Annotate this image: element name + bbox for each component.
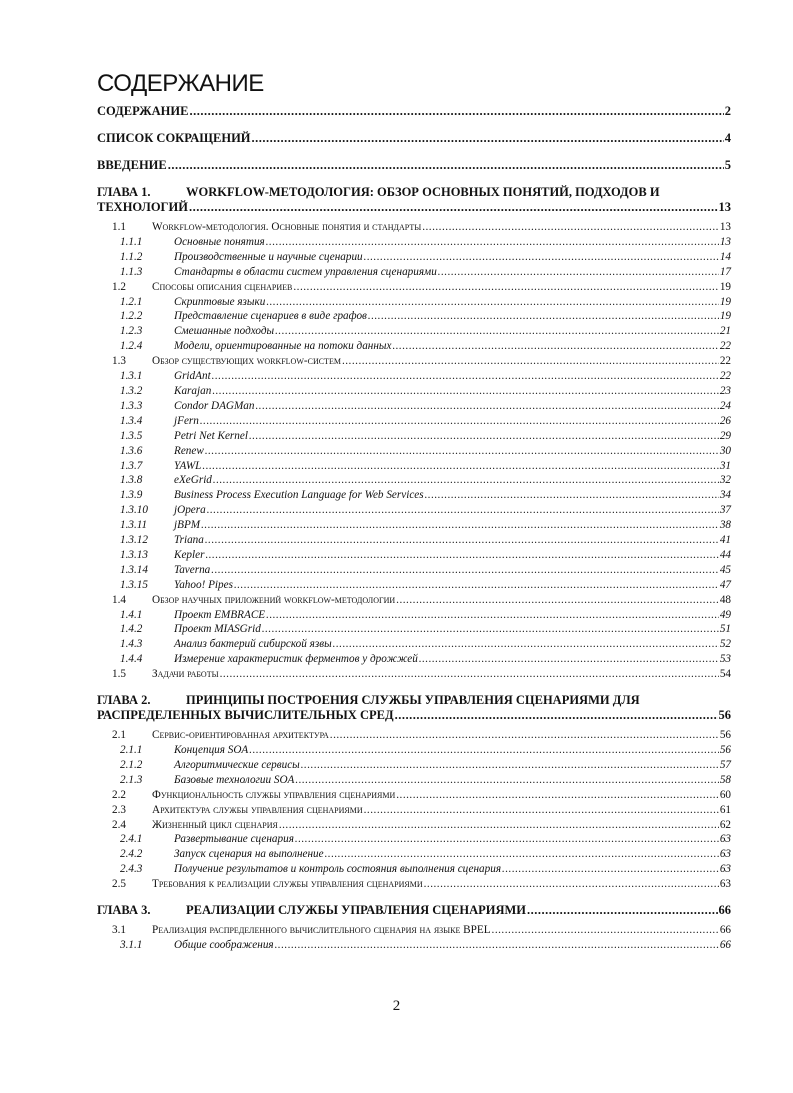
toc-entry-number: 1.4.4 bbox=[120, 653, 143, 666]
dot-leader bbox=[207, 503, 719, 518]
toc-page-number: 24 bbox=[719, 399, 731, 412]
toc-entry-number: 1.4.3 bbox=[120, 638, 143, 651]
toc-entry-title: Стандарты в области систем управления сценариями bbox=[174, 265, 437, 278]
toc-entry-number: 2.2 bbox=[112, 788, 126, 801]
toc-subsection[interactable] bbox=[97, 518, 731, 533]
toc-page-number: 66 bbox=[719, 924, 731, 937]
toc-subsection[interactable] bbox=[97, 488, 731, 503]
toc-entry-title: Обзор научных приложений workflow-методологии bbox=[152, 593, 396, 606]
chapter-heading-line bbox=[97, 693, 731, 708]
dot-leader bbox=[234, 578, 719, 593]
toc-page-number: 54 bbox=[719, 668, 731, 681]
toc-entry-title: Business Process Execution Language for Web Services bbox=[174, 489, 424, 502]
toc-entry-number: 1.1.1 bbox=[120, 235, 143, 248]
toc-page-number: 30 bbox=[719, 444, 731, 457]
dot-leader bbox=[301, 758, 719, 773]
toc-entry-title: СОДЕРЖАНИЕ bbox=[97, 104, 189, 118]
toc-page-number: 66 bbox=[718, 903, 731, 918]
toc-entry-title: Смешанные подходы bbox=[174, 325, 275, 338]
dot-leader bbox=[342, 354, 719, 369]
toc-entry-top[interactable] bbox=[97, 158, 731, 173]
toc-subsection[interactable] bbox=[97, 622, 731, 637]
dot-leader bbox=[205, 444, 719, 459]
toc-entry-number: 1.3.9 bbox=[120, 489, 143, 502]
toc-page-number: 63 bbox=[719, 863, 731, 876]
dot-leader bbox=[212, 384, 719, 399]
toc-entry-number: 1.2.2 bbox=[120, 310, 143, 323]
toc-page-number: 37 bbox=[719, 504, 731, 517]
chapter-heading-line[interactable] bbox=[97, 903, 731, 918]
toc-subsection[interactable] bbox=[97, 414, 731, 429]
toc-entry-number: 1.3.11 bbox=[120, 519, 148, 532]
dot-leader bbox=[262, 622, 719, 637]
dot-leader bbox=[438, 265, 719, 280]
toc-entry-number: 1.3 bbox=[112, 355, 126, 368]
toc-section[interactable] bbox=[97, 354, 731, 369]
toc-entry-title: Представление сценариев в виде графов bbox=[174, 310, 367, 323]
toc-page-number: 38 bbox=[719, 519, 731, 532]
toc-entry-title: Taverna bbox=[174, 563, 211, 576]
toc-page-number: 14 bbox=[719, 250, 731, 263]
chapter-heading-line[interactable] bbox=[97, 200, 731, 215]
toc-section[interactable] bbox=[97, 667, 731, 682]
dot-leader bbox=[252, 131, 724, 146]
toc-page-number: 13 bbox=[719, 235, 731, 248]
toc-page-number: 29 bbox=[719, 429, 731, 442]
toc-subsection[interactable] bbox=[97, 758, 731, 773]
dot-leader bbox=[330, 728, 719, 743]
dot-leader bbox=[205, 533, 719, 548]
toc-entry-number: 1.2 bbox=[112, 280, 126, 293]
dot-leader bbox=[333, 637, 719, 652]
dot-leader bbox=[527, 903, 718, 918]
dot-leader bbox=[392, 339, 718, 354]
toc-entry-number: 1.3.6 bbox=[120, 444, 143, 457]
toc-entry-number: 1.3.8 bbox=[120, 474, 143, 487]
toc-entry-title: Обзор существующих workflow-систем bbox=[152, 355, 341, 368]
page-number: 2 bbox=[392, 998, 401, 1014]
dot-leader bbox=[266, 295, 718, 310]
dot-leader bbox=[189, 104, 723, 119]
dot-leader bbox=[325, 847, 719, 862]
dot-leader bbox=[212, 369, 719, 384]
toc-entry-title: Реализация распределенного вычислительного сценария на языке BPEL bbox=[152, 924, 491, 937]
toc-entry-title: Алгоритмические сервисы bbox=[174, 758, 300, 771]
toc-entry-title: Запуск сценария на выполнение bbox=[174, 848, 324, 861]
toc-page-number: 47 bbox=[719, 578, 731, 591]
dot-leader bbox=[364, 803, 719, 818]
toc-subsection[interactable] bbox=[97, 429, 731, 444]
toc-subsection[interactable] bbox=[97, 369, 731, 384]
toc-entry-number: 2.3 bbox=[112, 803, 126, 816]
dot-leader bbox=[266, 235, 719, 250]
toc-entry-number: 2.4 bbox=[112, 818, 126, 831]
toc-subsection[interactable] bbox=[97, 533, 731, 548]
dot-leader bbox=[220, 667, 719, 682]
toc-page-number: 23 bbox=[719, 384, 731, 397]
toc-page-number: 44 bbox=[719, 548, 731, 561]
toc-section[interactable] bbox=[97, 818, 731, 833]
dot-leader bbox=[502, 862, 719, 877]
dot-leader bbox=[492, 923, 719, 938]
toc-entry-title: Petri Net Kernel bbox=[174, 429, 248, 442]
dot-leader bbox=[295, 832, 719, 847]
toc-subsection[interactable] bbox=[97, 444, 731, 459]
chapter-heading[interactable] bbox=[97, 185, 731, 215]
toc-page-number: 53 bbox=[719, 653, 731, 666]
table-of-contents bbox=[97, 104, 731, 953]
toc-entry-title: jFern bbox=[174, 414, 199, 427]
toc-section[interactable] bbox=[97, 280, 731, 295]
toc-entry-title: jOpera bbox=[174, 504, 206, 517]
dot-leader bbox=[364, 250, 719, 265]
toc-entry-number: 1.3.15 bbox=[120, 578, 148, 591]
dot-leader bbox=[422, 220, 719, 235]
toc-subsection[interactable] bbox=[97, 652, 731, 667]
toc-subsection[interactable] bbox=[97, 250, 731, 265]
toc-subsection[interactable] bbox=[97, 295, 731, 310]
dot-leader bbox=[249, 743, 719, 758]
toc-subsection[interactable] bbox=[97, 324, 731, 339]
toc-subsection[interactable] bbox=[97, 938, 731, 953]
toc-page-number: 34 bbox=[719, 489, 731, 502]
toc-subsection[interactable] bbox=[97, 503, 731, 518]
dot-leader bbox=[200, 414, 719, 429]
dot-leader bbox=[249, 429, 719, 444]
dot-leader bbox=[368, 309, 719, 324]
toc-entry-number: 1.2.1 bbox=[120, 295, 143, 308]
toc-entry-number: 2.4.3 bbox=[120, 863, 143, 876]
toc-page-number: 51 bbox=[719, 623, 731, 636]
toc-page-number: 31 bbox=[719, 459, 731, 472]
toc-entry-title: Renew bbox=[174, 444, 204, 457]
chapter-number: ГЛАВА 1. bbox=[97, 185, 151, 199]
toc-entry-title: СПИСОК СОКРАЩЕНИЙ bbox=[97, 131, 251, 145]
toc-entry-number: 2.1 bbox=[112, 729, 126, 742]
toc-entry-title: РАСПРЕДЕЛЕННЫХ ВЫЧИСЛИТЕЛЬНЫХ СРЕД bbox=[97, 708, 394, 723]
toc-subsection[interactable] bbox=[97, 265, 731, 280]
toc-section[interactable] bbox=[97, 728, 731, 743]
toc-entry-number: 1.3.10 bbox=[120, 504, 148, 517]
toc-entry-title: Архитектура службы управления сценариями bbox=[152, 803, 363, 816]
toc-subsection[interactable] bbox=[97, 578, 731, 593]
dot-leader bbox=[168, 158, 724, 173]
toc-entry-number: 1.2.3 bbox=[120, 325, 143, 338]
toc-section[interactable] bbox=[97, 877, 731, 892]
toc-page-number: 2 bbox=[724, 104, 731, 118]
toc-entry-title: Анализ бактерий сибирской язвы bbox=[174, 638, 332, 651]
chapter-number: ГЛАВА 2. bbox=[97, 693, 151, 708]
dot-leader bbox=[202, 459, 718, 474]
toc-entry-title: GridAnt bbox=[174, 370, 211, 383]
dot-leader bbox=[293, 280, 718, 295]
toc-entry-number: 2.5 bbox=[112, 878, 126, 891]
toc-entry-top[interactable] bbox=[97, 104, 731, 119]
toc-page-number: 22 bbox=[719, 370, 731, 383]
toc-subsection[interactable] bbox=[97, 384, 731, 399]
toc-section[interactable] bbox=[97, 803, 731, 818]
toc-entry-number: 1.4.1 bbox=[120, 608, 143, 621]
dot-leader bbox=[275, 324, 719, 339]
toc-entry-number: 1.3.1 bbox=[120, 370, 143, 383]
toc-subsection[interactable] bbox=[97, 235, 731, 250]
toc-entry-number: 3.1.1 bbox=[120, 938, 143, 951]
toc-entry-title: YAWL bbox=[174, 459, 202, 472]
toc-page-number: 13 bbox=[718, 200, 731, 214]
dot-leader bbox=[295, 773, 718, 788]
toc-page-number: 61 bbox=[719, 803, 731, 816]
toc-subsection[interactable] bbox=[97, 548, 731, 563]
toc-entry-number: 2.1.3 bbox=[120, 773, 143, 786]
dot-leader bbox=[205, 548, 718, 563]
toc-entry-title: Проект EMBRACE bbox=[174, 608, 266, 621]
dot-leader bbox=[396, 593, 719, 608]
dot-leader bbox=[213, 473, 719, 488]
toc-subsection[interactable] bbox=[97, 339, 731, 354]
toc-entry-title: Получение результатов и контроль состояния выполнения сценария bbox=[174, 863, 502, 876]
toc-page-number: 62 bbox=[719, 818, 731, 831]
toc-entry-title: eXeGrid bbox=[174, 474, 212, 487]
toc-entry-number: 1.1 bbox=[112, 221, 126, 233]
dot-leader bbox=[211, 563, 719, 578]
toc-page-number: 22 bbox=[719, 340, 731, 353]
toc-entry-number: 2.4.2 bbox=[120, 848, 143, 861]
toc-entry-number: 1.3.4 bbox=[120, 414, 143, 427]
toc-page-number: 22 bbox=[719, 355, 731, 368]
chapter-title: WORKFLOW-МЕТОДОЛОГИЯ: ОБЗОР ОСНОВНЫХ ПОНЯТИЙ, ПОДХОДОВ И bbox=[186, 185, 660, 199]
chapter-title: ПРИНЦИПЫ ПОСТРОЕНИЯ СЛУЖБЫ УПРАВЛЕНИЯ СЦЕНАРИЯМИ ДЛЯ bbox=[186, 693, 640, 708]
toc-subsection[interactable] bbox=[97, 862, 731, 877]
toc-entry-number: 2.1.1 bbox=[120, 744, 143, 756]
toc-entry-number: 1.3.3 bbox=[120, 399, 143, 412]
toc-subsection[interactable] bbox=[97, 832, 731, 847]
toc-entry-number: 1.3.12 bbox=[120, 534, 148, 547]
toc-subsection[interactable] bbox=[97, 309, 731, 324]
toc-subsection[interactable] bbox=[97, 563, 731, 578]
toc-entry-title: Модели, ориентированные на потоки данных bbox=[174, 340, 392, 353]
toc-entry-number: 2.4.1 bbox=[120, 833, 143, 846]
dot-leader bbox=[256, 399, 719, 414]
toc-entry-title: РЕАЛИЗАЦИИ СЛУЖБЫ УПРАВЛЕНИЯ СЦЕНАРИЯМИ bbox=[186, 903, 526, 918]
toc-entry-title: jBPM bbox=[174, 519, 201, 532]
chapter-heading[interactable] bbox=[97, 903, 731, 918]
toc-entry-title: ВВЕДЕНИЕ bbox=[97, 158, 167, 172]
toc-section[interactable] bbox=[97, 923, 731, 938]
toc-entry-number: 1.1.3 bbox=[120, 265, 143, 278]
dot-leader bbox=[189, 200, 718, 215]
toc-entry-number: 1.3.14 bbox=[120, 563, 148, 576]
toc-entry-title: Проект MIASGrid bbox=[174, 623, 261, 636]
toc-entry-number: 1.4 bbox=[112, 593, 126, 606]
toc-section[interactable] bbox=[97, 788, 731, 803]
chapter-heading-line bbox=[97, 185, 731, 200]
dot-leader bbox=[201, 518, 719, 533]
chapter-heading-line[interactable] bbox=[97, 708, 731, 723]
toc-entry-title: Способы описания сценариев bbox=[152, 280, 293, 293]
dot-leader bbox=[425, 488, 719, 503]
toc-page-number: 45 bbox=[719, 563, 731, 576]
toc-entry-title: Скриптовые языки bbox=[174, 295, 266, 308]
toc-subsection[interactable] bbox=[97, 608, 731, 623]
toc-page-number: 19 bbox=[719, 280, 731, 293]
dot-leader bbox=[396, 788, 719, 803]
toc-page-number: 19 bbox=[719, 310, 731, 323]
toc-entry-title: Общие соображения bbox=[174, 938, 274, 951]
dot-leader bbox=[424, 877, 719, 892]
toc-section[interactable] bbox=[97, 220, 731, 235]
toc-page-number: 63 bbox=[719, 878, 731, 891]
toc-entry-number: 1.1.2 bbox=[120, 250, 143, 263]
dot-leader bbox=[266, 608, 719, 623]
toc-page-number: 56 bbox=[719, 729, 731, 742]
toc-entry-title: Сервис-ориентированная архитектура bbox=[152, 729, 329, 742]
toc-subsection[interactable] bbox=[97, 637, 731, 652]
toc-entry-title: Производственные и научные сценарии bbox=[174, 250, 363, 263]
toc-page-number: 60 bbox=[719, 788, 731, 801]
toc-entry-title: Triana bbox=[174, 534, 204, 547]
toc-entry-title: Функциональность службы управления сценариями bbox=[152, 788, 396, 801]
toc-subsection[interactable] bbox=[97, 847, 731, 862]
toc-entry-title: ТЕХНОЛОГИЙ bbox=[97, 200, 188, 214]
toc-entry-number: 1.2.4 bbox=[120, 340, 143, 353]
toc-entry-number: 1.3.13 bbox=[120, 548, 148, 561]
toc-entry-number: 1.5 bbox=[112, 668, 126, 681]
toc-entry-title: Yahoo! Pipes bbox=[174, 578, 233, 591]
toc-entry-number: 1.3.7 bbox=[120, 459, 143, 472]
toc-page-number: 4 bbox=[724, 131, 731, 145]
toc-page-number: 49 bbox=[719, 608, 731, 621]
page-title: СОДЕРЖАНИЕ bbox=[97, 70, 264, 97]
toc-page-number: 56 bbox=[719, 744, 731, 756]
toc-entry-title: Концепция SOA bbox=[174, 744, 249, 756]
toc-subsection[interactable] bbox=[97, 773, 731, 788]
toc-page-number: 32 bbox=[719, 474, 731, 487]
toc-page-number: 58 bbox=[719, 773, 731, 786]
toc-subsection[interactable] bbox=[97, 473, 731, 488]
toc-page-number: 63 bbox=[719, 833, 731, 846]
toc-section[interactable] bbox=[97, 593, 731, 608]
toc-subsection[interactable] bbox=[97, 743, 731, 758]
toc-page-number: 63 bbox=[719, 848, 731, 861]
toc-entry-title: Требования к реализации службы управления сценариями bbox=[152, 878, 423, 891]
toc-entry-title: Базовые технологии SOA bbox=[174, 773, 295, 786]
dot-leader bbox=[279, 818, 719, 833]
toc-entry-number: 1.3.5 bbox=[120, 429, 143, 442]
dot-leader bbox=[419, 652, 719, 667]
toc-page-number: 5 bbox=[724, 158, 731, 172]
dot-leader bbox=[395, 708, 718, 723]
toc-entry-title: Workflow-методология. Основные понятия и стандарты bbox=[152, 221, 422, 233]
toc-page-number: 26 bbox=[719, 414, 731, 427]
toc-entry-number: ГЛАВА 3. bbox=[97, 903, 151, 918]
toc-page-number: 13 bbox=[719, 221, 731, 233]
toc-subsection[interactable] bbox=[97, 399, 731, 414]
toc-entry-title: Condor DAGMan bbox=[174, 399, 255, 412]
toc-entry-title: Жизненный цикл сценария bbox=[152, 818, 278, 831]
toc-entry-title: Измерение характеристик ферментов у дрожжей bbox=[174, 653, 418, 666]
toc-page-number: 56 bbox=[718, 708, 731, 723]
toc-page-number: 21 bbox=[719, 325, 731, 338]
toc-entry-number: 3.1 bbox=[112, 924, 126, 937]
toc-page-number: 41 bbox=[719, 534, 731, 547]
toc-entry-title: Kepler bbox=[174, 548, 205, 561]
toc-page-number: 19 bbox=[719, 295, 731, 308]
toc-entry-top[interactable] bbox=[97, 131, 731, 146]
toc-page-number: 17 bbox=[719, 265, 731, 278]
toc-page-number: 66 bbox=[719, 938, 731, 951]
toc-subsection[interactable] bbox=[97, 459, 731, 474]
chapter-heading[interactable] bbox=[97, 693, 731, 723]
toc-entry-title: Основные понятия bbox=[174, 235, 265, 248]
toc-entry-number: 2.1.2 bbox=[120, 758, 143, 771]
toc-entry-title: Развертывание сценария bbox=[174, 833, 294, 846]
toc-page-number: 48 bbox=[719, 593, 731, 606]
toc-page-number: 52 bbox=[719, 638, 731, 651]
toc-entry-number: 1.4.2 bbox=[120, 623, 143, 636]
dot-leader bbox=[275, 938, 719, 953]
toc-entry-title: Karajan bbox=[174, 384, 212, 397]
toc-entry-number: 1.3.2 bbox=[120, 384, 143, 397]
toc-page-number: 57 bbox=[719, 758, 731, 771]
toc-entry-title: Задачи работы bbox=[152, 668, 219, 681]
